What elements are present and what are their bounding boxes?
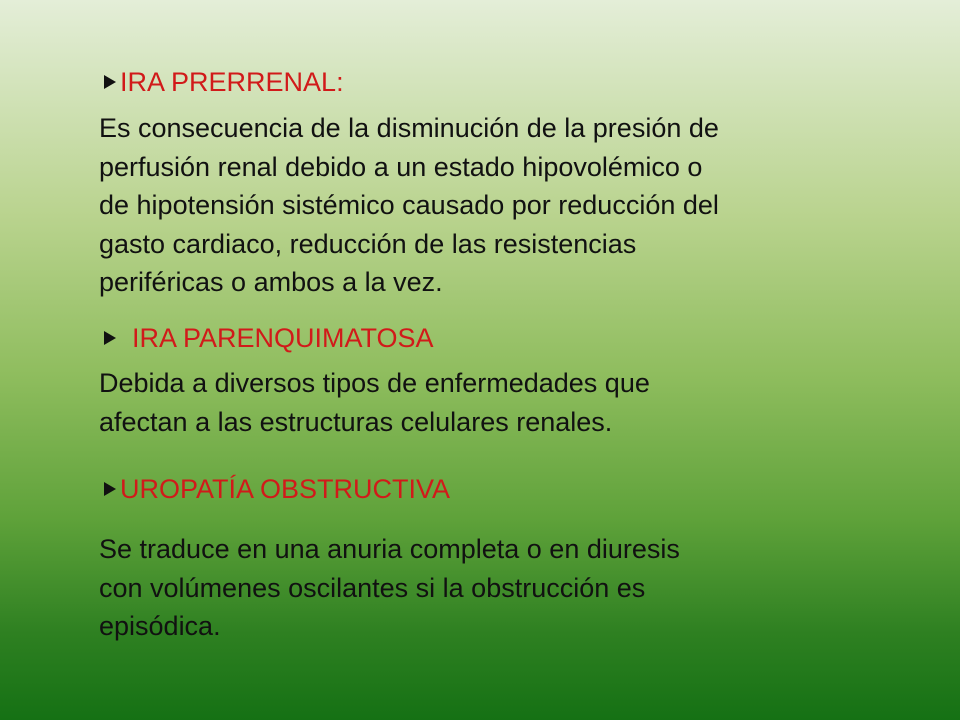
- heading-text: IRA PARENQUIMATOSA: [132, 323, 434, 353]
- section-text-prerrenal: Es consecuencia de la disminución de la presión de perfusión renal debido a un estado hipovolémico o de hipotensión sistémico causado por reducción del gasto cardiaco, reducción de las resistencias periféricas o ambos a la vez.: [99, 113, 719, 297]
- heading-text: UROPATÍA OBSTRUCTIVA: [120, 474, 451, 504]
- bullet-triangle-icon: [104, 482, 116, 496]
- heading-text: IRA PRERRENAL:: [120, 67, 344, 97]
- section-heading-prerrenal: [104, 66, 344, 98]
- bullet-triangle-icon: [104, 75, 116, 89]
- section-text-uropatia: Se traduce en una anuria completa o en diuresis con volúmenes oscilantes si la obstrucción es episódica.: [99, 534, 680, 641]
- bullet-triangle-icon: [104, 331, 116, 345]
- section-heading-uropatia: [104, 473, 450, 505]
- section-heading-parenquimatosa: [104, 322, 434, 354]
- section-text-parenquimatosa: Debida a diversos tipos de enfermedades que afectan a las estructuras celulares renales.: [99, 368, 650, 437]
